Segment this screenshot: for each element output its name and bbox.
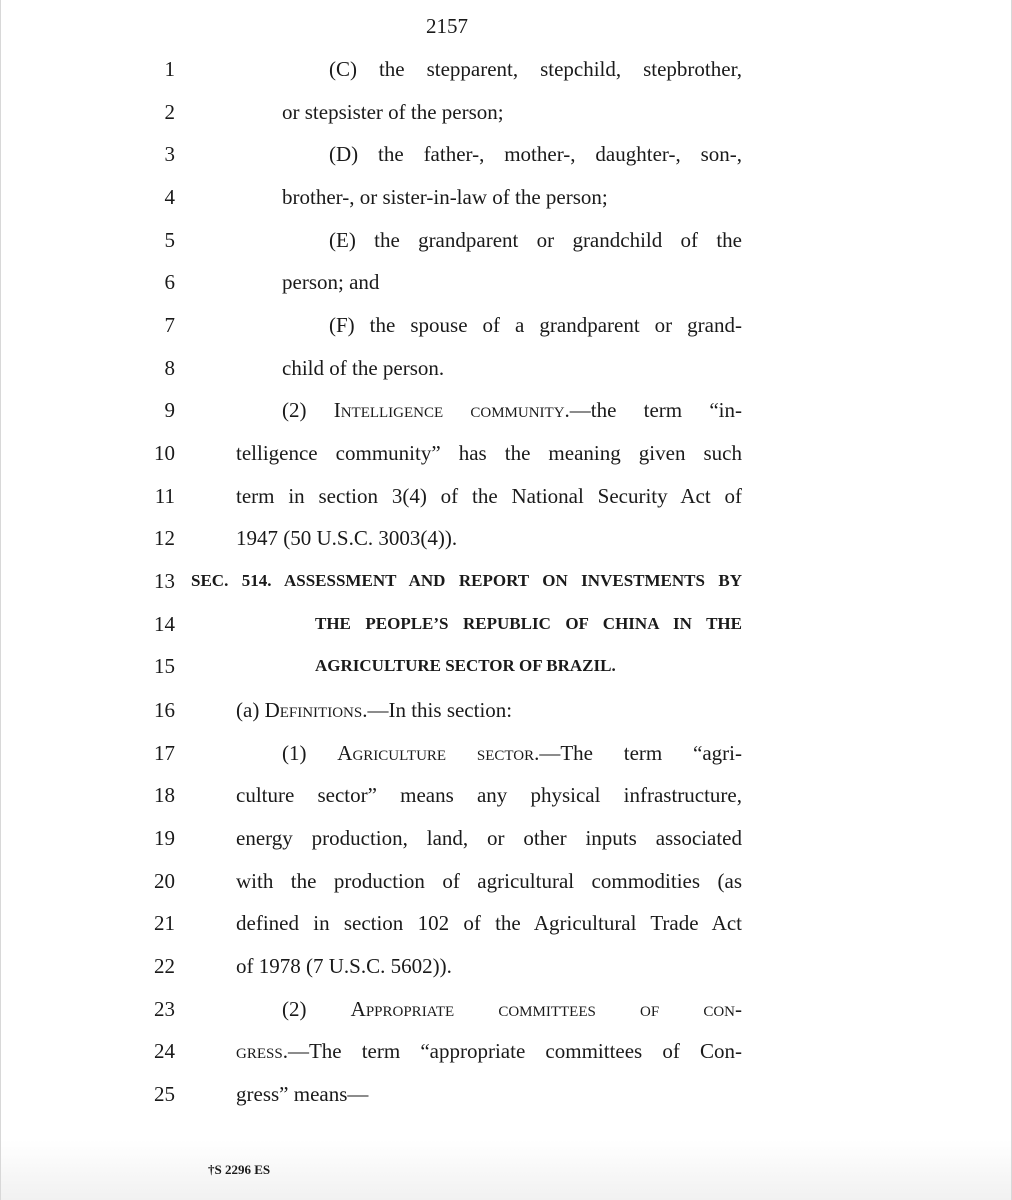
defined-term: gress bbox=[236, 1039, 283, 1063]
line-number: 12 bbox=[154, 526, 175, 550]
text-line: with the production of agricultural commodities (as bbox=[236, 869, 742, 893]
page-number: 2157 bbox=[426, 14, 468, 38]
paragraph-marker: (1) bbox=[282, 741, 338, 765]
text-line: (F) the spouse of a grandparent or grand- bbox=[329, 313, 742, 337]
definition-heading-agriculture-sector bbox=[282, 740, 742, 766]
text-span: .—the term “in- bbox=[564, 398, 742, 422]
text-line: defined in section 102 of the Agricultural Trade Act bbox=[236, 911, 742, 935]
text-line: or stepsister of the person; bbox=[282, 100, 504, 124]
line-number: 17 bbox=[154, 741, 175, 765]
text-line bbox=[236, 1038, 742, 1064]
page-bottom-shade bbox=[1, 1140, 1011, 1200]
line-number: 11 bbox=[154, 484, 175, 508]
section-heading: SEC. 514. ASSESSMENT AND REPORT ON INVESTMENTS BY bbox=[191, 571, 742, 590]
text-line: telligence community” has the meaning given such bbox=[236, 441, 742, 465]
line-number: 9 bbox=[164, 398, 175, 422]
text-line: brother-, or sister-in-law of the person; bbox=[282, 185, 608, 209]
text-line: culture sector” means any physical infrastructure, bbox=[236, 783, 742, 807]
line-number: 21 bbox=[154, 911, 175, 935]
text-line: child of the person. bbox=[282, 356, 445, 380]
defined-term: Agriculture sector bbox=[337, 741, 535, 765]
text-line: person; and bbox=[282, 270, 380, 294]
text-line: (C) the stepparent, stepchild, stepbrother, bbox=[329, 57, 742, 81]
paragraph-marker: (2) bbox=[282, 398, 334, 422]
line-number: 2 bbox=[164, 100, 175, 124]
line-number: 25 bbox=[154, 1082, 175, 1106]
line-number: 13 bbox=[154, 569, 175, 593]
paragraph-marker: (2) bbox=[282, 997, 351, 1021]
line-number: 18 bbox=[154, 783, 175, 807]
line-number: 7 bbox=[164, 313, 175, 337]
definition-heading-appropriate-committees bbox=[282, 996, 742, 1022]
line-number: 20 bbox=[154, 869, 175, 893]
line-number: 15 bbox=[154, 654, 175, 678]
line-number: 3 bbox=[164, 142, 175, 166]
line-number: 14 bbox=[154, 612, 175, 636]
text-line: (E) the grandparent or grandchild of the bbox=[329, 228, 742, 252]
line-number: 24 bbox=[154, 1039, 175, 1063]
paragraph-marker: (a) bbox=[236, 698, 265, 722]
defined-term: Intelligence community bbox=[333, 398, 565, 422]
section-heading: AGRICULTURE SECTOR OF BRAZIL. bbox=[315, 656, 616, 675]
defined-term: Definitions bbox=[264, 698, 363, 722]
line-number: 1 bbox=[164, 57, 175, 81]
text-line: 1947 (50 U.S.C. 3003(4)). bbox=[236, 526, 458, 550]
line-number: 16 bbox=[154, 698, 175, 722]
line-number: 4 bbox=[164, 185, 175, 209]
text-span: .—The term “appropriate committees of Con- bbox=[282, 1039, 742, 1063]
text-line: of 1978 (7 U.S.C. 5602)). bbox=[236, 954, 452, 978]
defined-term: Appropriate committees of con- bbox=[350, 997, 742, 1021]
line-number: 6 bbox=[164, 270, 175, 294]
bill-identifier: †S 2296 ES bbox=[208, 1162, 271, 1177]
line-number: 8 bbox=[164, 356, 175, 380]
text-line: energy production, land, or other inputs associated bbox=[236, 826, 742, 850]
line-number: 23 bbox=[154, 997, 175, 1021]
line-number: 5 bbox=[164, 228, 175, 252]
line-number: 22 bbox=[154, 954, 175, 978]
line-number: 10 bbox=[154, 441, 175, 465]
line-number: 19 bbox=[154, 826, 175, 850]
subsection-heading-definitions bbox=[236, 697, 512, 723]
section-heading: THE PEOPLE’S REPUBLIC OF CHINA IN THE bbox=[315, 614, 742, 633]
text-line: gress” means— bbox=[236, 1082, 369, 1106]
text-span: .—The term “agri- bbox=[534, 741, 742, 765]
text-line: term in section 3(4) of the National Security Act of bbox=[236, 484, 742, 508]
text-span: .—In this section: bbox=[362, 698, 513, 722]
text-line: (D) the father-, mother-, daughter-, son-, bbox=[329, 142, 742, 166]
definition-heading-intelligence-community bbox=[282, 397, 742, 423]
